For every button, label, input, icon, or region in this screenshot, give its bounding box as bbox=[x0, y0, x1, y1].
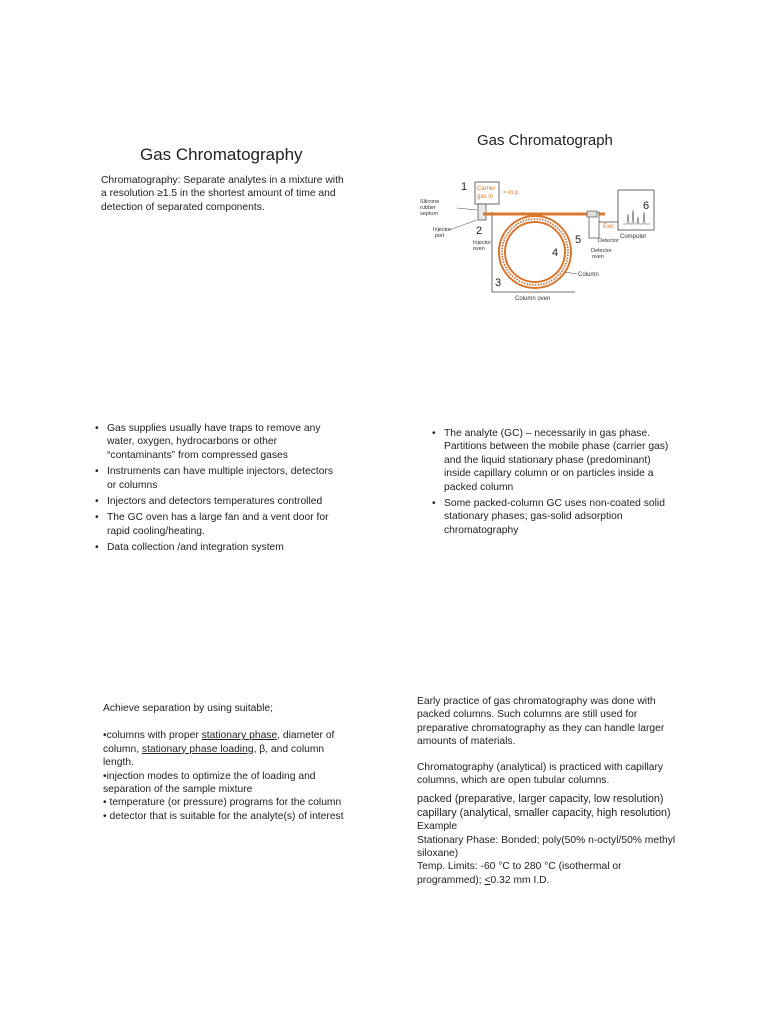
capillary-line: capillary (analytical, smaller capacity, high resolution) bbox=[417, 806, 671, 819]
septum-label-1: Silicone bbox=[420, 199, 440, 205]
slide3-bullet: • Gas supplies usually have traps to remove any water, oxygen, hydrocarbons or other “contaminants” from compressed gases bbox=[95, 422, 340, 462]
slide4-bullet: • Some packed-column GC uses non-coated solid stationary phases; gas-solid adsorption chromatography bbox=[432, 497, 670, 537]
stationary-phase-loading-link: stationary phase loading bbox=[141, 743, 254, 755]
computer-label: Computer bbox=[620, 234, 647, 240]
packed-line: packed (preparative, larger capacity, low resolution) bbox=[417, 793, 664, 806]
slide2-title: Gas Chromatograph bbox=[477, 132, 613, 149]
num-1: 1 bbox=[461, 181, 468, 193]
carrier-gas-label-2: gas in bbox=[477, 194, 494, 200]
stationary-phase-text: Stationary Phase: Bonded; poly(50% n-octyl/50% methyl siloxane) bbox=[417, 834, 676, 860]
slide6-para2: Chromatography (analytical) is practiced with capillary columns, which are open tubular columns. bbox=[417, 761, 664, 787]
slide1-body: Chromatography: Separate analytes in a mixture with a resolution ≥1.5 in the shortest amount of time and detection of separated components. bbox=[101, 175, 344, 213]
slide3-bullet: • Instruments can have multiple injectors, detectors or columns bbox=[95, 465, 340, 492]
slide5-item1-text: , diameter of column, bbox=[103, 730, 335, 755]
septum-label-2: rubber bbox=[420, 205, 436, 211]
column-pointer bbox=[565, 272, 577, 274]
column-label: Column bbox=[578, 272, 599, 278]
injector-port-pointer bbox=[449, 220, 477, 230]
num-2: 2 bbox=[476, 225, 483, 237]
slide5-item-injection: •injection modes to optimize the of loading and separation of the sample mixture bbox=[103, 770, 316, 796]
slide5-item1-text: , β, and column length. bbox=[103, 743, 325, 769]
slide4-bullet: • The analyte (GC) – necessarily in gas phase. Partitions between the mobile phase (carrier gas) and the liquid stationary phase (predominant) inside capillary column or on particles inside a packed column bbox=[432, 427, 670, 494]
slide3-bullet: • Data collection /and integration system bbox=[95, 541, 340, 554]
temp-limits-pre: Temp. Limits: -60 °C to 280 °C (isothermal or programmed); bbox=[417, 861, 622, 886]
detector-oven-label-2: oven bbox=[592, 254, 604, 260]
temp-limits-post: 0.32 mm I.D. bbox=[490, 874, 550, 886]
num-3: 3 bbox=[495, 277, 502, 289]
temp-limits-text bbox=[417, 860, 685, 887]
slide3-bullet: • The GC oven has a large fan and a vent door for rapid cooling/heating. bbox=[95, 511, 340, 538]
slide5-item-temperature: • temperature (or pressure) programs for the column bbox=[103, 797, 342, 809]
exit-label: Exit bbox=[603, 224, 614, 230]
stationary-phase-link: stationary phase bbox=[201, 730, 278, 742]
slide6-content bbox=[417, 695, 685, 887]
temp-limits-symbol: < bbox=[484, 874, 491, 886]
injector-port-label-2: port bbox=[435, 233, 445, 239]
septum-label-3: septum bbox=[420, 211, 439, 217]
mp-label: = m.p. bbox=[503, 190, 520, 196]
slide5-item-columns bbox=[103, 729, 348, 769]
slide3-bullets bbox=[95, 422, 340, 558]
slide1-title: Gas Chromatography bbox=[140, 145, 303, 164]
slide5-item1-text: •columns with proper bbox=[103, 730, 202, 742]
injector-oven-label-1: Injector bbox=[473, 240, 492, 246]
num-6: 6 bbox=[643, 200, 650, 212]
slide3-bullet: • Injectors and detectors temperatures controlled bbox=[95, 495, 340, 508]
num-5: 5 bbox=[575, 234, 582, 246]
gc-diagram bbox=[415, 172, 670, 307]
injector-port bbox=[478, 204, 486, 220]
detector-oven-label-1: Detector bbox=[591, 248, 612, 254]
carrier-gas-label-1: Carrier bbox=[477, 186, 496, 192]
injector-port-label-1: Injector bbox=[433, 227, 452, 233]
slide6-para1: Early practice of gas chromatography was done with packed columns. Such columns are still used for preparative chromatography as they can handle larger amounts of materials. bbox=[417, 696, 665, 748]
slide5-content bbox=[103, 702, 348, 823]
slide5-intro: Achieve separation by using suitable; bbox=[103, 703, 274, 714]
detector-unit bbox=[587, 211, 597, 217]
injector-oven-label-2: oven bbox=[473, 246, 485, 252]
num-4: 4 bbox=[552, 247, 559, 259]
example-label: Example bbox=[417, 821, 458, 833]
column-oven-label: Column oven bbox=[515, 296, 551, 302]
detector-label: Detector bbox=[598, 238, 619, 244]
slide4-bullets bbox=[432, 427, 670, 540]
septum-pointer bbox=[457, 208, 477, 210]
column-coil-outer bbox=[499, 216, 571, 288]
slide5-item-detector: • detector that is suitable for the analyte(s) of interest bbox=[103, 810, 344, 822]
